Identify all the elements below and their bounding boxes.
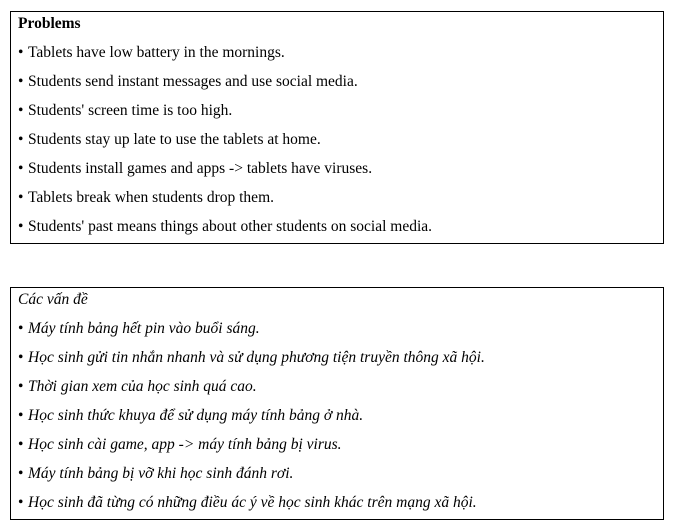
list-item bbox=[18, 188, 656, 217]
list-item bbox=[18, 43, 656, 72]
bullet-icon: • bbox=[18, 44, 24, 61]
problems-box-english bbox=[10, 11, 664, 244]
list-item bbox=[18, 435, 656, 464]
list-item bbox=[18, 406, 656, 435]
bullet-icon: • bbox=[18, 189, 24, 206]
bullet-icon: • bbox=[18, 73, 24, 90]
list-item bbox=[18, 72, 656, 101]
bullet-icon: • bbox=[18, 436, 24, 453]
list-item-text: Học sinh thức khuya để sử dụng máy tính bảng ở nhà. bbox=[28, 407, 364, 424]
problems-list-english bbox=[18, 43, 656, 246]
list-item bbox=[18, 319, 656, 348]
list-item-text: Students' screen time is too high. bbox=[28, 102, 233, 119]
list-item-text: Tablets break when students drop them. bbox=[28, 189, 274, 206]
list-item-text: Học sinh cài game, app -> máy tính bảng bị virus. bbox=[28, 436, 342, 453]
list-item-text: Students send instant messages and use social media. bbox=[28, 73, 358, 90]
list-item bbox=[18, 101, 656, 130]
list-item-text: Thời gian xem của học sinh quá cao. bbox=[28, 378, 257, 395]
bullet-icon: • bbox=[18, 349, 24, 366]
problems-title-vietnamese: Các vấn đề bbox=[18, 291, 88, 308]
list-item-text: Students stay up late to use the tablets at home. bbox=[28, 131, 321, 148]
list-item-text: Học sinh đã từng có những điều ác ý về học sinh khác trên mạng xã hội. bbox=[28, 494, 477, 511]
list-item-text: Tablets have low battery in the mornings. bbox=[28, 44, 285, 61]
bullet-icon: • bbox=[18, 131, 24, 148]
list-item bbox=[18, 348, 656, 377]
bullet-icon: • bbox=[18, 407, 24, 424]
bullet-icon: • bbox=[18, 320, 24, 337]
list-item-text: Máy tính bảng bị vỡ khi học sinh đánh rơi. bbox=[28, 465, 294, 482]
bullet-icon: • bbox=[18, 378, 24, 395]
problems-box-vietnamese bbox=[10, 287, 664, 520]
list-item bbox=[18, 464, 656, 493]
list-item-text: Students' past means things about other students on social media. bbox=[28, 218, 433, 235]
bullet-icon: • bbox=[18, 465, 24, 482]
list-item-text: Máy tính bảng hết pin vào buổi sáng. bbox=[28, 320, 260, 337]
problems-title-english: Problems bbox=[18, 15, 81, 32]
problems-list-vietnamese bbox=[18, 319, 656, 522]
list-item-text: Students install games and apps -> tablets have viruses. bbox=[28, 160, 373, 177]
list-item bbox=[18, 377, 656, 406]
bullet-icon: • bbox=[18, 218, 24, 235]
bullet-icon: • bbox=[18, 102, 24, 119]
list-item bbox=[18, 130, 656, 159]
list-item bbox=[18, 493, 656, 522]
list-item bbox=[18, 217, 656, 246]
list-item bbox=[18, 159, 656, 188]
list-item-text: Học sinh gửi tin nhắn nhanh và sử dụng phương tiện truyền thông xã hội. bbox=[28, 349, 485, 366]
bullet-icon: • bbox=[18, 160, 24, 177]
bullet-icon: • bbox=[18, 494, 24, 511]
